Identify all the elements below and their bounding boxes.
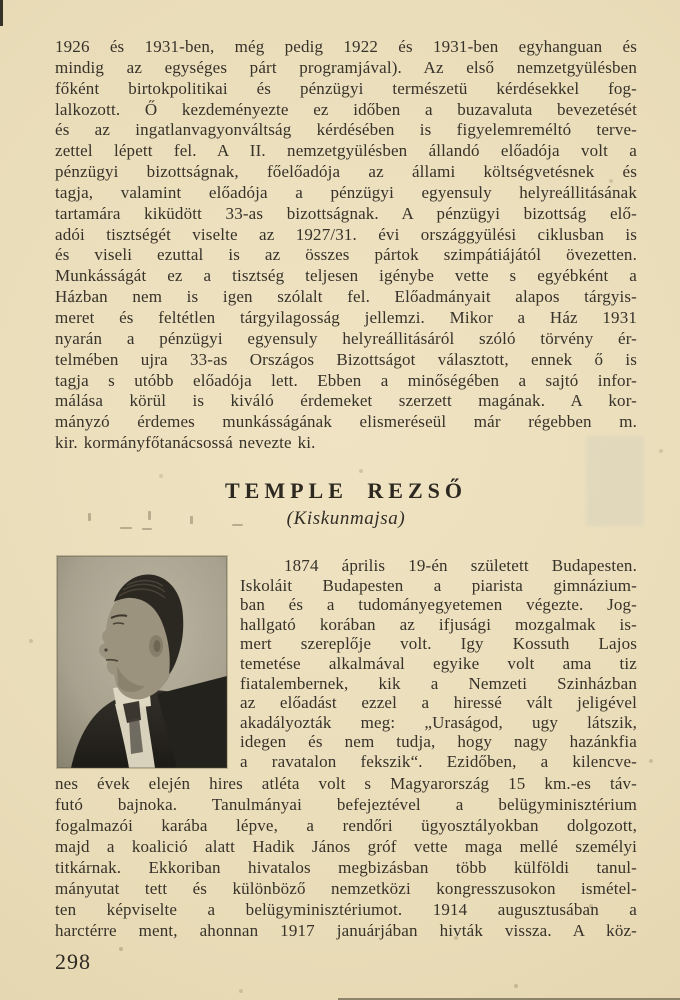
text-line: lalkozott. Ő kezdeményezte ez időben a buzavaluta bevezetését [55,99,637,119]
text-line: kir. kormányfőtanácsossá nevezte ki. [55,433,316,453]
text-line: futó bajnoka. Tanulmányai befejeztével a belügyminisztérium [55,795,637,814]
text-line: málása körül is kiváló érdemeket szerzett magának. A kor- [55,391,637,411]
intro-paragraph [55,37,637,454]
scan-edge-artifact [0,0,3,26]
text-line: fogalmazói karába lépve, a rendőri ügyosztályokban dolgozott, [55,816,637,835]
text-line: és az ingatlanvagyonváltság kérdésében is figyelemreméltó terve- [55,120,637,140]
page-number: 298 [55,949,91,974]
bio-paragraph-wrapped [240,556,637,772]
text-line: majd a koalició alatt Hadik János gróf vette maga mellé személyi [55,837,637,856]
text-line: Házban nem is igen szólalt fel. Előadmányait alapos tárgyis- [55,287,637,307]
text-line: adói tisztségét viselte az 1927/31. évi országgyülési ciklusban is [55,224,637,244]
text-line: titkárnak. Ekkoriban hivatalos megbizásban több külföldi tanul- [55,858,637,877]
text-line: pénzügyi bizottságnak, főelőadója az állami költségvetésnek és [55,162,637,182]
text-line: Munkásságát ez a tisztség teljesen igénybe vette s egyébként a [55,266,637,286]
portrait-photo-graphic [57,556,227,768]
text-line: a ravatalon fekszik“. Ezidőben, a kilencve- [240,751,637,771]
text-line: mert szereplője volt. Igy Kossuth Lajos [240,634,637,654]
text-line: tagja, valamint előadója a pénzügyi egyensuly helyreállitásának [55,182,637,202]
text-line: akadályozták meg: „Uraságod, ugy látszik, [240,712,637,732]
text-line: Iskoláit Budapesten a piarista gimnázium- [240,575,637,595]
text-line: harctérre ment, ahonnan 1917 januárjában hivták vissza. A köz- [55,921,637,940]
text-line: főként birtokpolitikai és pénzügyi természetü kérdésekkel fog- [55,78,637,98]
text-line: és viseli ezuttal is az összes pártok szimpátiájától övezetten. [55,245,637,265]
entry-subheading: (Kiskunmajsa) [286,508,406,529]
entry-heading: TEMPLE REZSŐ [225,478,467,503]
text-line: 1926 és 1931-ben, még pedig 1922 és 1931-ben egyhanguan és [55,37,637,56]
text-line: meret és feltétlen tárgyilagosság jellemzi. Mikor a Ház 1931 [55,307,637,327]
text-line: tartamára kiküdött 33-as bizottságnak. A pénzügyi bizottság elő- [55,203,637,223]
text-line: telmében ujra 33-as Országos Bizottságot választott, ennek ő is [55,349,637,369]
text-line: idegen és nem tudja, hogy nagy hazánkfia [240,732,637,752]
paper-speckles [0,0,2,2]
text-line: nes évek elején hires atléta volt s Magyarország 15 km.-es táv- [55,774,637,793]
text-line: mányutat tett és különböző nemzetközi kongresszusokon ismétel- [55,879,637,898]
text-line: hallgató korában az ifjusági mozgalmak is- [240,614,637,634]
text-line: nyarán a pénzügyi egyensuly helyreállitásáról szóló törvény ér- [55,328,637,348]
portrait-photo [57,556,227,768]
text-line: temetése alkalmával egyike volt ama tiz [240,653,637,673]
text-line: zettel lépett fel. A II. nemzetgyülésben állandó előadója volt a [55,141,637,161]
text-line: mindig az egységes párt programjával). Az első nemzetgyülésben [55,57,637,77]
text-line: ten képviselte a belügyminisztériumot. 1914 augusztusában a [55,900,637,919]
text-line: mányzó érdemes munkásságának elismeréseül már régebben m. [55,412,637,432]
text-line: tagja s utóbb előadója lett. Ebben a minőségében a sajtó infor- [55,370,637,390]
text-line: fiatalembernek, kik a Nemzeti Szinházban [240,673,637,693]
bio-paragraph-full-width [55,773,637,941]
text-line: 1874 április 19-én született Budapesten. [284,556,637,575]
text-line: az előadást ezzel a hiressé vált jeligével [240,693,637,713]
text-line: ban és a tudományegyetemen végezte. Jog- [240,595,637,615]
